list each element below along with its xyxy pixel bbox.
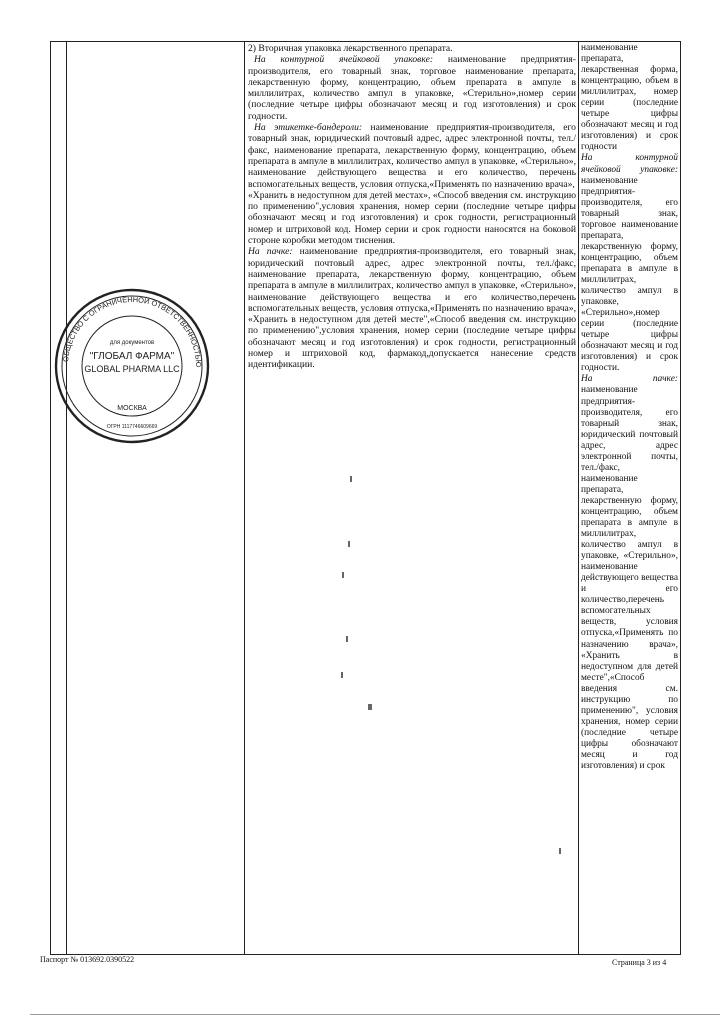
right-intro: наименование препарата, лекарственная форма, концентрацию, объем в миллилитрах, номер серии (последние четыре цифры обозначают месяц и год изготовления) и срок годности (581, 43, 678, 153)
right-pack: На пачке: наименование предприятия-производителя, его товарный знак, юридический почтовый адрес, адрес электронной почты, тел./факс, наименование препарата, лекарственную форму, концентрацию, объем препарата в ампуле в миллилитрах, количество ампул в упаковке, «Стерильно», наименование действующего вещества и его количество,перечень вспомогательных веществ, условия отпуска,«Применять по назначению врача», «Хранить в недоступном для детей месте",«Способ введения см. инструкцию по применению", условия хранения, номер серии (последние четыре цифры обозначают месяц и год изготовления) и срок (581, 374, 678, 772)
passport-number: Паспорт № 013692.0390522 (40, 955, 135, 964)
pack-paragraph: На пачке: наименование предприятия-производителя, его товарный знак, юридический почтовый адрес, адрес электронной почты, тел./факс, наименование препарата, лекарственную форму, концентрацию, объем препарата в ампуле в миллилитрах, количество ампул в упаковке, «Стерильно», наименование действующего вещества и его количество,перечень вспомогательных веществ, условия отпуска,«Применять по назначению врача», «Хранить в недоступном для детей месте",«Способ введения см. инструкцию по применению",условия хранения, номер серии (последние четыре цифры обозначают месяц и год изготовления) и срок годности, регистрационный номер и штриховой код, фармакод,допускается нанесение средств идентификации. (248, 246, 576, 371)
table-border-col2 (244, 41, 245, 955)
table-border-bottom (50, 954, 680, 955)
table-border-left (50, 41, 51, 955)
seal-name-en: GLOBAL PHARMA LLC (84, 364, 180, 374)
scan-mark (368, 704, 372, 710)
storage-paragraph: «Хранить в недоступном для детей местах», «Способ введения см. инструкцию по применению",условия хранения, номер серии (последние четыре цифры обозначают месяц и год изготовления) и срок годности, регистрационный номер и штриховой код. Номер серии и срок годности наносятся на боковой стороне коробки методом тиснения. (248, 189, 576, 247)
blister-paragraph: На контурной ячейковой упаковке: наименование предприятия-производителя, его товарный знак, торговое наименование препарата, лекарственную форму, концентрацию, объем препарата в ампуле в миллилитрах, количество ампул в упаковке, «Стерильно»,номер серии (последние четыре цифры обозначают месяц и год изготовления) и срок годности. (248, 54, 576, 122)
label-paragraph: На этикетке-бандероли: наименование предприятия-производителя, его товарный знак, юридический почтовый адрес, адрес электронной почты, тел./факс, наименование препарата, лекарственную форму, концентрацию, объем препарата в ампуле в миллилитрах, количество ампул в упаковке, «Стерильно», наименование действующего вещества и его количество, перечень вспомогательных веществ, условия отпуска,«Применять по назначению врача», (248, 122, 576, 190)
seal-bottom-text: ОГРН 1117746609669 (106, 424, 158, 430)
seal-ring-text: ОБЩЕСТВО С ОГРАНИЧЕННОЙ ОТВЕТСТВЕННОСТЬЮ (61, 294, 204, 368)
company-seal (52, 286, 212, 446)
section-heading: 2) Вторичная упаковка лекарственного препарата. (248, 43, 453, 54)
seal-name-ru: "ГЛОБАЛ ФАРМА" (89, 351, 175, 362)
seal-note: для документов (109, 340, 155, 346)
scan-mark (342, 572, 344, 578)
right-blister: На контурной ячейковой упаковке: наименование предприятия-производителя, его товарный знак, торговое наименование препарата, лекарственную форму, концентрацию, объем препарата в ампуле в миллилитрах, количество ампул в упаковке, «Стерильно»,номер серии (последние четыре цифры обозначают месяц и год изготовления) и срок годности. (581, 153, 678, 374)
scan-mark (559, 848, 561, 854)
approved-text-column (581, 43, 678, 953)
table-border-col3 (578, 41, 579, 955)
scan-mark (348, 541, 350, 547)
page-number: Страница 3 из 4 (612, 958, 667, 967)
table-border-top (50, 41, 680, 42)
scan-mark (350, 476, 352, 482)
secondary-packaging-text (248, 43, 576, 423)
scan-edge (30, 1014, 720, 1015)
scan-mark (341, 672, 343, 678)
scan-mark (346, 636, 348, 642)
table-border-col1 (66, 41, 67, 955)
table-border-right (680, 41, 681, 955)
seal-city: МОСКВА (117, 405, 147, 412)
